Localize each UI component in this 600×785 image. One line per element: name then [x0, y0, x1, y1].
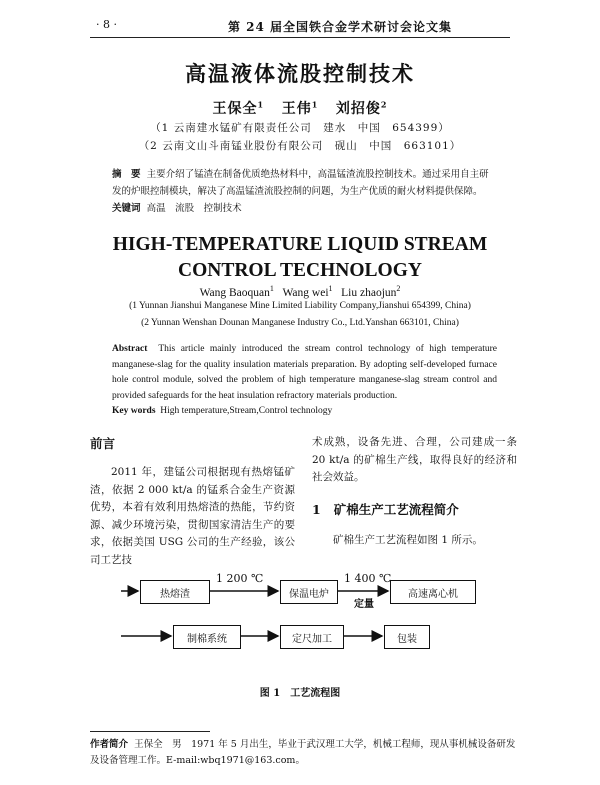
footnote-label: 作者简介	[90, 739, 129, 750]
right-column-paragraph: 术成熟，设备先进、合理，公司建成一条 20 kt/a 的矿棉生产线，取得良好的经济和社会效益。	[312, 436, 517, 483]
footnote-text: 王保全 男 1971 年 5 月出生，毕业于武汉理工大学，机械工程师，现从事机械设备研发及设备管理工作。E-mail:wbq1971@163.com。	[90, 739, 516, 766]
chinese-affiliation-2: （2 云南文山斗南锰业股份有限公司 砚山 中国 663101）	[138, 140, 462, 152]
flow-box-cutting	[280, 625, 344, 649]
flow-box-label: 包装	[397, 633, 417, 645]
author-mark: 2	[380, 99, 388, 110]
flow-box-wool-system	[173, 625, 241, 649]
keywords-label: Key words	[112, 406, 156, 416]
flow-box-label: 制棉系统	[187, 633, 227, 645]
english-affiliation-1: (1 Yunnan Jianshui Manganese Mine Limited Liability Company,Jianshui 654399, China)	[129, 301, 471, 311]
flow-box-label: 保温电炉	[289, 588, 329, 600]
section-number: 1	[312, 502, 321, 517]
author-mark: 2	[396, 284, 401, 293]
author-mark: 1	[311, 99, 319, 110]
author-footnote	[90, 737, 520, 769]
figure-caption: 图 1 工艺流程图	[259, 688, 341, 699]
keywords-label: 关键词	[112, 203, 141, 214]
author-name: Liu zhaojun	[341, 286, 397, 299]
abstract-label: Abstract	[112, 344, 148, 354]
author-name: 王伟	[281, 101, 312, 117]
flow-temp-2: 1 400 ℃	[344, 572, 392, 585]
journal-title: 第 24 届全国铁合金学术研讨会论文集	[228, 20, 453, 34]
flow-box-label: 高速离心机	[408, 588, 458, 600]
author-name: Wang Baoquan	[199, 286, 270, 299]
abstract-label: 摘 要	[112, 169, 141, 180]
flow-box-hot-slag	[140, 580, 210, 604]
flow-box-label: 热熔渣	[160, 588, 190, 600]
section-title: 矿棉生产工艺流程简介	[333, 502, 459, 517]
flow-box-packing	[384, 625, 430, 649]
keywords-text: High temperature,Stream,Control technology	[160, 406, 333, 416]
author-mark: 1	[269, 284, 274, 293]
preface-paragraph: 2011 年，建锰公司根据现有热熔锰矿渣，依据 2 000 kt/a 的锰系合金生产资源优势，本着有效利用热熔渣的热能，节约资源、减少环境污染，贯彻国家清洁生产的要求，依据美国 USG 公司的生产经验，该公司工艺技	[90, 466, 295, 566]
footnote-rule	[90, 731, 210, 732]
flow-box-furnace	[280, 580, 338, 604]
flow-quant: 定量	[354, 599, 374, 610]
flow-box-centrifuge	[390, 580, 476, 604]
author-name: 刘招俊	[335, 101, 381, 117]
chinese-affiliation-1: （1 云南建水锰矿有限责任公司 建水 中国 654399）	[150, 122, 450, 134]
english-affiliation-2: (2 Yunnan Wenshan Dounan Manganese Industry Co., Ltd.Yanshan 663101, China)	[141, 318, 459, 328]
author-name: Wang wei	[282, 286, 329, 299]
abstract-text: 主要介绍了锰渣在制备优质绝热材料中，高温锰渣流股控制技术。通过采用自主研发的炉眼控制模块，解决了高温锰渣流股控制的问题，为生产优质的耐火材料提供保障。	[112, 169, 489, 197]
flow-temp-1: 1 200 ℃	[216, 572, 264, 585]
author-name: 王保全	[212, 101, 258, 117]
abstract-text: This article mainly introduced the stream control technology of high temperature manganese-slag for the quality insulation materials preparation. By adopting self-developed furnace hole control module, solved the problem of high temperature manganese-slag stream control and provided safeguards for the heat insulation refractory materials production.	[112, 344, 497, 401]
section-1-paragraph: 矿棉生产工艺流程如图 1 所示。	[333, 534, 483, 546]
flow-box-label: 定尺加工	[292, 633, 332, 645]
page-number: · 8 ·	[96, 18, 117, 31]
chinese-title: 高温液体流股控制技术	[185, 61, 415, 86]
author-mark: 1	[328, 284, 333, 293]
preface-heading: 前言	[90, 436, 116, 451]
keywords-text: 高温 流股 控制技术	[146, 203, 242, 214]
english-title-line: HIGH-TEMPERATURE LIQUID STREAM	[112, 234, 488, 255]
author-mark: 1	[257, 99, 265, 110]
english-title-line: CONTROL TECHNOLOGY	[178, 260, 422, 281]
